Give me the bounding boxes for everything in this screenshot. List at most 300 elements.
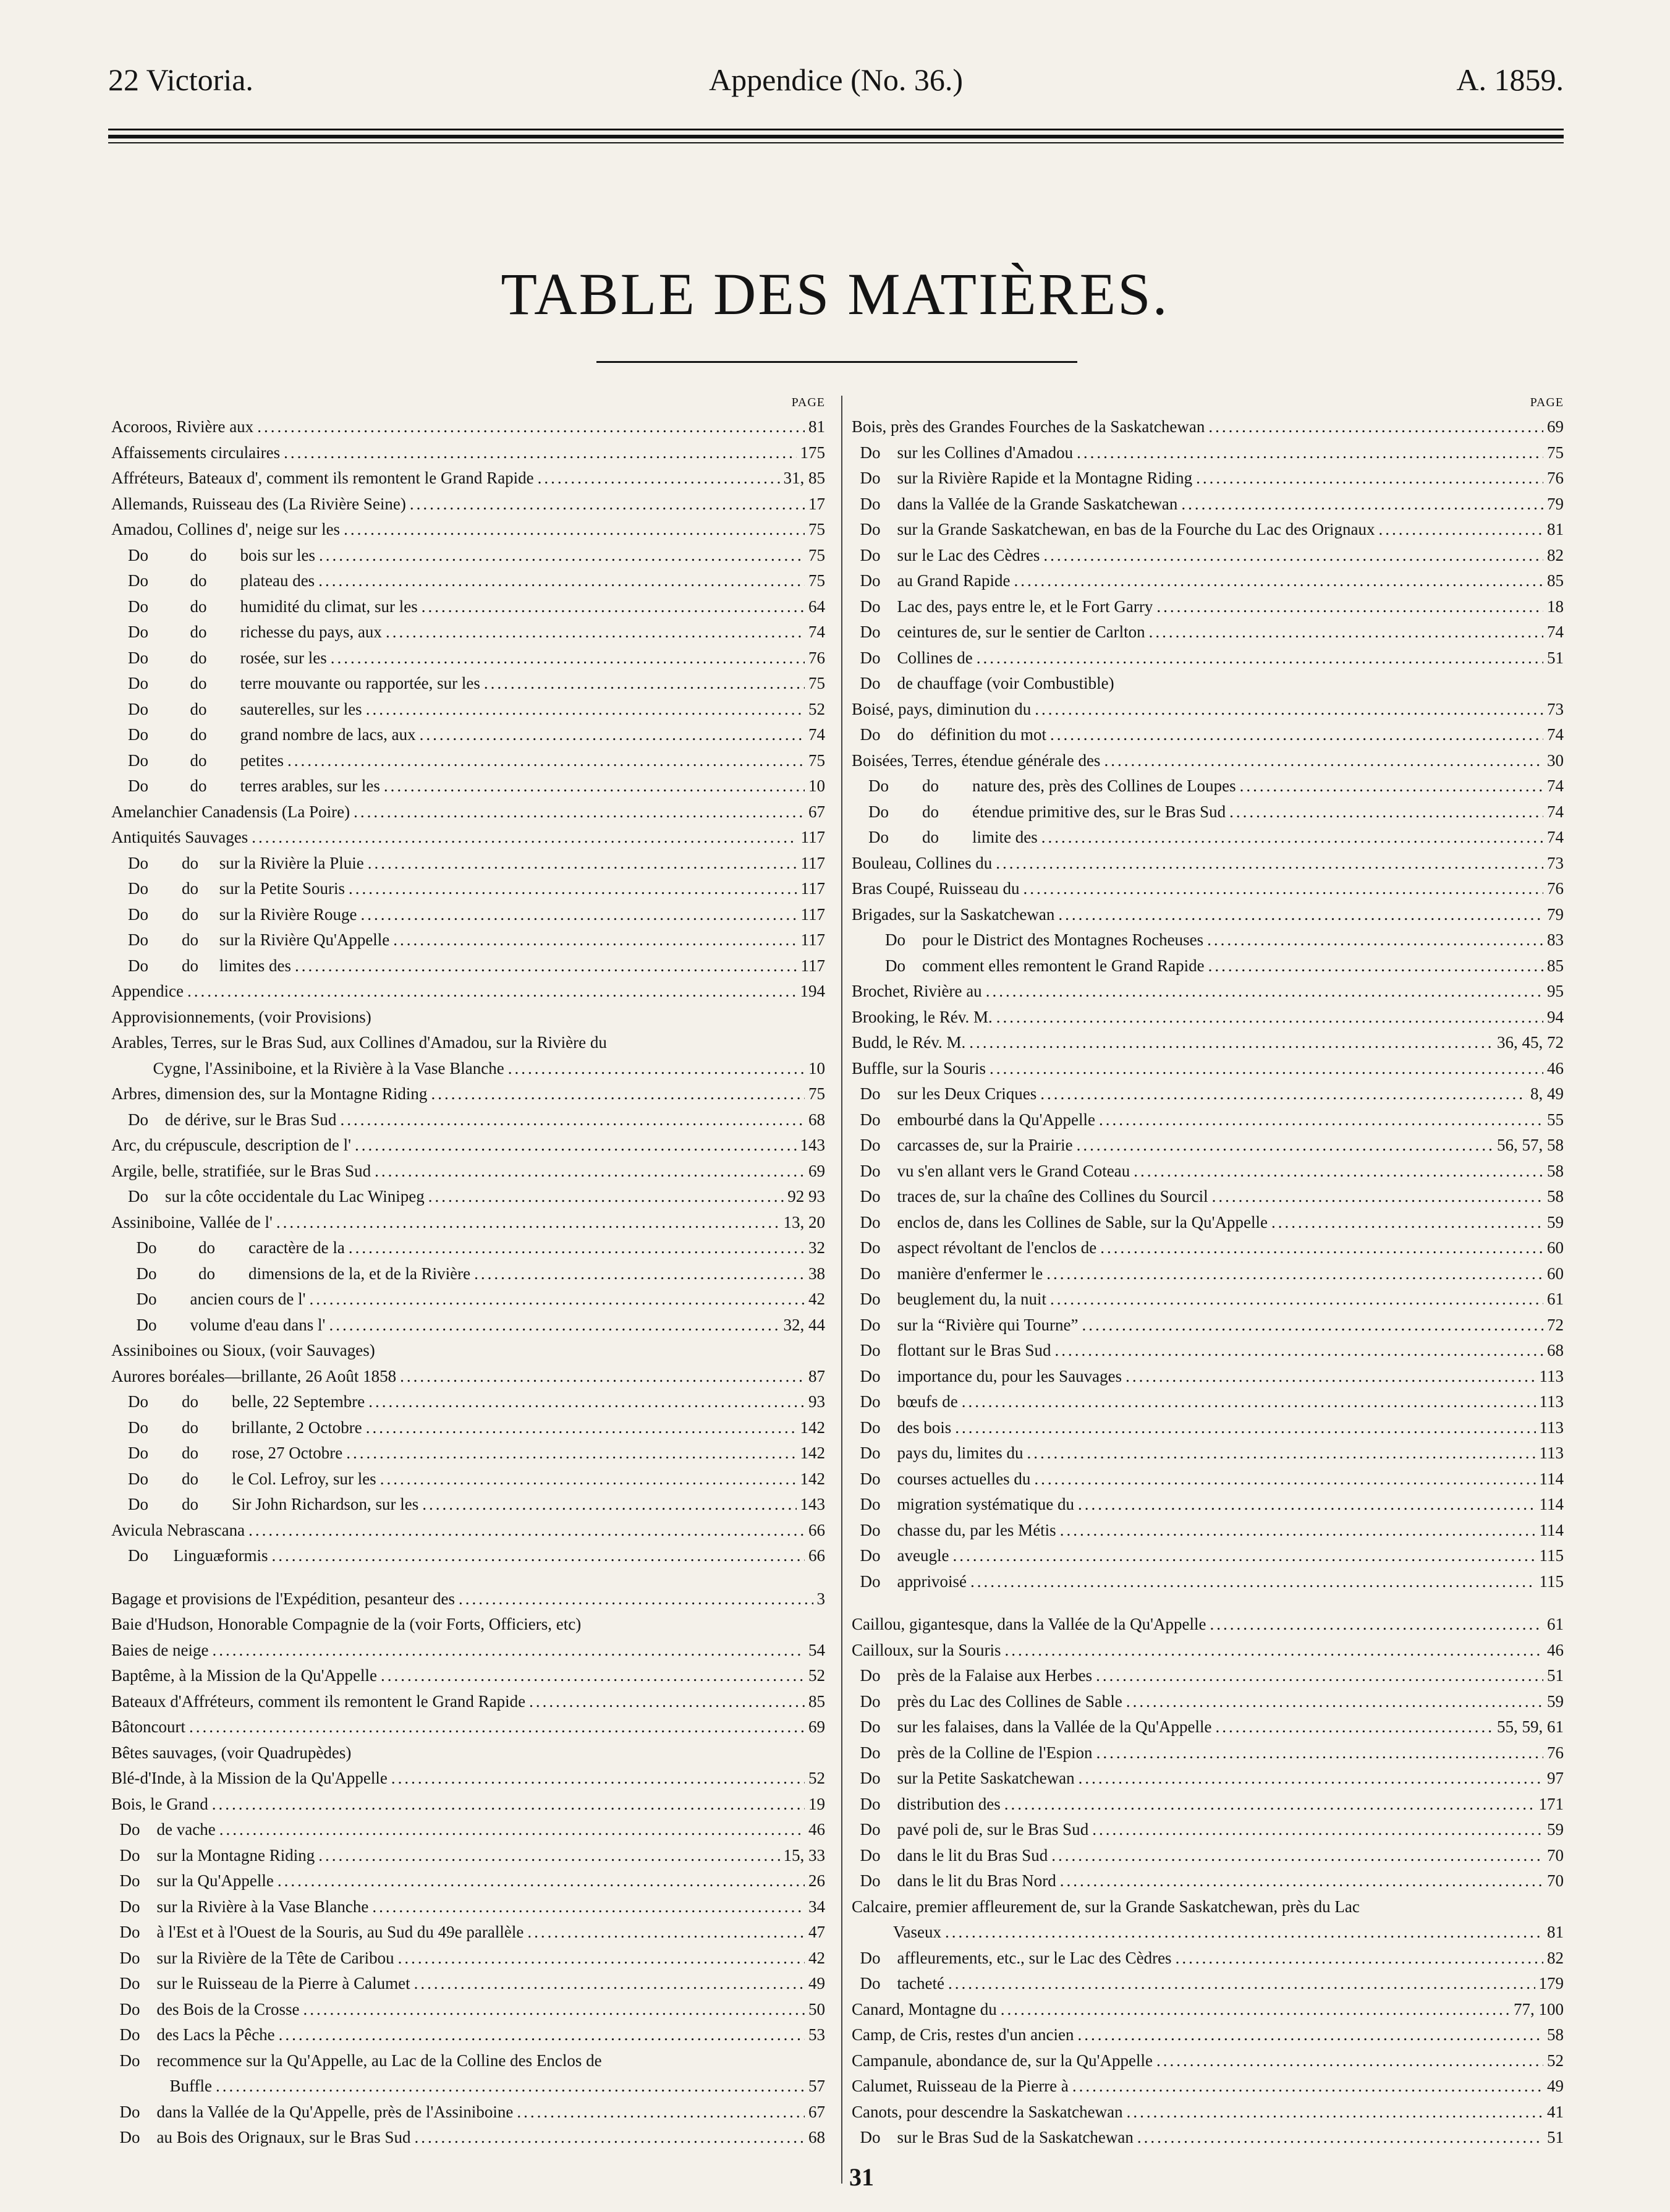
- index-entry: [111, 722, 825, 748]
- index-entry: [111, 1612, 825, 1638]
- dot-leader: [1046, 1261, 1543, 1287]
- entry-text: Do près de la Colline de l'Espion: [852, 1743, 1093, 1762]
- dot-leader: [1072, 2074, 1543, 2099]
- index-entry: [111, 2074, 825, 2099]
- index-entry: [111, 1415, 825, 1441]
- index-entry: [111, 1792, 825, 1818]
- entry-text: Do do sur la Petite Souris: [111, 879, 345, 898]
- entry-text: Do pour le District des Montagnes Rocheuses: [852, 930, 1204, 949]
- entry-text: Do do belle, 22 Septembre: [111, 1392, 365, 1411]
- entry-text: Do importance du, pour les Sauvages: [852, 1366, 1122, 1385]
- entry-page: 58: [1547, 1161, 1564, 1180]
- index-entry: [111, 671, 825, 697]
- entry-page: 81: [808, 417, 825, 436]
- entry-text: Bouleau, Collines du: [852, 853, 993, 872]
- dot-leader: [1001, 1997, 1510, 2023]
- dot-leader: [1134, 1159, 1543, 1185]
- index-entry: [852, 1766, 1564, 1792]
- entry-page: 69: [808, 1717, 825, 1736]
- dot-leader: [1126, 1689, 1543, 1715]
- entry-text: Do de chauffage (voir Combustible): [852, 674, 1114, 692]
- entry-page: 85: [1547, 956, 1564, 975]
- entry-text: Do au Grand Rapide: [852, 571, 1011, 590]
- entry-page: 77, 100: [1514, 1999, 1564, 2018]
- entry-page: 97: [1547, 1769, 1564, 1787]
- entry-page: 58: [1547, 2025, 1564, 2044]
- entry-page: 61: [1547, 1615, 1564, 1633]
- dot-leader: [969, 1030, 1493, 1056]
- dot-leader: [996, 1005, 1543, 1031]
- entry-page: 38: [808, 1264, 825, 1283]
- entry-text: Do pavé poli de, sur le Bras Sud: [852, 1820, 1089, 1839]
- dot-leader: [1078, 1492, 1536, 1518]
- dot-leader: [303, 1997, 805, 2023]
- dot-leader: [279, 2022, 805, 2048]
- dot-leader: [508, 1056, 805, 1082]
- entry-text: Do comment elles remontent le Grand Rapide: [852, 956, 1205, 975]
- entry-text: Approvisionnements, (voir Provisions): [111, 1007, 371, 1026]
- dot-leader: [340, 1107, 805, 1133]
- index-entry: [852, 1030, 1564, 1056]
- entry-text: Do ceintures de, sur le sentier de Carlton: [852, 623, 1145, 641]
- entry-page: 30: [1547, 751, 1564, 770]
- dot-leader: [1092, 1817, 1543, 1843]
- entry-text: Do sur les Collines d'Amadou: [852, 443, 1074, 462]
- dot-leader: [318, 1843, 779, 1869]
- entry-page: 74: [1547, 776, 1564, 795]
- index-entry: [852, 1466, 1564, 1492]
- index-entry: [852, 1210, 1564, 1236]
- dot-leader: [1208, 953, 1543, 979]
- index-entry: [111, 645, 825, 671]
- entry-page: 114: [1539, 1520, 1564, 1539]
- dot-leader: [1058, 902, 1543, 928]
- entry-text: Affréteurs, Bateaux d', comment ils remontent le Grand Rapide: [111, 469, 534, 487]
- entry-text: Do Linguæformis: [111, 1546, 268, 1565]
- dot-leader: [1215, 1714, 1493, 1740]
- index-entry: [111, 1894, 825, 1920]
- entry-page: 117: [800, 956, 825, 975]
- entry-text: Do sur le Lac des Cèdres: [852, 545, 1040, 564]
- entry-page: 114: [1539, 1469, 1564, 1488]
- entry-page: 42: [808, 1948, 825, 1967]
- entry-text: Do à l'Est et à l'Ouest de la Souris, au Sud du 49e parallèle: [111, 1923, 524, 1941]
- entry-page: 59: [1547, 1212, 1564, 1231]
- entry-page: 68: [808, 2128, 825, 2146]
- entry-text: Boisées, Terres, étendue générale des: [852, 751, 1101, 770]
- index-entry: [111, 953, 825, 979]
- index-entry: [111, 1081, 825, 1107]
- index-entry: [852, 1081, 1564, 1107]
- index-entry: [852, 594, 1564, 620]
- dot-leader: [331, 645, 805, 671]
- dot-leader: [319, 543, 805, 569]
- dot-leader: [945, 1920, 1543, 1946]
- entry-text: Do flottant sur le Bras Sud: [852, 1341, 1051, 1359]
- index-entry: [111, 1030, 825, 1056]
- entry-page: 92 93: [787, 1187, 825, 1206]
- dot-leader: [1060, 1518, 1536, 1544]
- dot-leader: [1078, 2022, 1543, 2048]
- index-entry: [852, 1638, 1564, 1664]
- index-entry: [111, 1235, 825, 1261]
- entry-text: Brochet, Rivière au: [852, 982, 982, 1000]
- entry-page: 68: [1547, 1341, 1564, 1359]
- index-entry: [852, 2099, 1564, 2125]
- index-entry: [852, 543, 1564, 569]
- index-entry: [852, 619, 1564, 645]
- entry-page: 46: [1547, 1058, 1564, 1078]
- index-entry: [852, 1663, 1564, 1689]
- index-entry: [111, 1689, 825, 1715]
- entry-text: Do courses actuelles du: [852, 1469, 1031, 1488]
- entry-page: 36, 45, 72: [1497, 1033, 1564, 1052]
- entry-page: 75: [808, 1084, 825, 1103]
- dot-leader: [272, 1543, 805, 1569]
- index-entry: [111, 1766, 825, 1792]
- dot-leader: [187, 979, 797, 1005]
- entry-text: Do sur la Petite Saskatchewan: [852, 1769, 1075, 1787]
- dot-leader: [1005, 1638, 1544, 1664]
- dot-leader: [474, 1261, 805, 1287]
- dot-leader: [349, 876, 797, 902]
- entry-text: Do sur le Bras Sud de la Saskatchewan: [852, 2128, 1134, 2146]
- dot-leader: [276, 1210, 780, 1236]
- dot-leader: [398, 1946, 805, 1972]
- dot-leader: [1014, 568, 1543, 594]
- index-entry: [111, 543, 825, 569]
- entry-text: Do do terre mouvante ou rapportée, sur les: [111, 674, 480, 692]
- entry-text: Appendice: [111, 982, 184, 1000]
- index-column-right: [852, 396, 1564, 2151]
- header-left: 22 Victoria.: [108, 62, 253, 97]
- entry-page: 171: [1538, 1794, 1564, 1813]
- entry-page: 32: [808, 1238, 825, 1257]
- dot-leader: [428, 1184, 784, 1210]
- entry-text: Do dans le lit du Bras Sud: [852, 1845, 1048, 1865]
- entry-page: 115: [1539, 1572, 1564, 1591]
- entry-text: Do do le Col. Lefroy, sur les: [111, 1469, 376, 1488]
- dot-leader: [1096, 1663, 1543, 1689]
- index-entry: [852, 1364, 1564, 1390]
- index-entry: [111, 1518, 825, 1544]
- entry-text: Do affleurements, etc., sur le Lac des Cèdres: [852, 1948, 1172, 1967]
- entry-page: 42: [808, 1290, 825, 1308]
- dot-leader: [962, 1389, 1536, 1415]
- entry-page: 19: [808, 1794, 825, 1813]
- entry-page: 142: [800, 1444, 825, 1462]
- dot-leader: [360, 902, 797, 928]
- entry-page: 55, 59, 61: [1497, 1717, 1564, 1736]
- entry-page: 8, 49: [1530, 1084, 1564, 1103]
- entry-text: Do embourbé dans la Qu'Appelle: [852, 1110, 1096, 1129]
- entry-page: 34: [808, 1897, 825, 1916]
- entry-page: 73: [1547, 853, 1564, 872]
- dot-leader: [414, 1971, 805, 1997]
- entry-text: Do sur les falaises, dans la Vallée de la Qu'Appelle: [852, 1717, 1212, 1736]
- dot-leader: [381, 1663, 805, 1689]
- index-entry: [852, 1971, 1564, 1997]
- entry-page: 117: [800, 904, 825, 924]
- entry-text: Camp, de Cris, restes d'un ancien: [852, 2025, 1074, 2044]
- entry-page: 76: [1547, 1743, 1564, 1762]
- index-entry: [852, 2125, 1564, 2151]
- entry-text: Calumet, Ruisseau de la Pierre à: [852, 2077, 1069, 2095]
- dot-leader: [1229, 799, 1543, 825]
- dot-leader: [1207, 927, 1543, 953]
- entry-text: Do do limite des: [852, 828, 1038, 846]
- entry-page: 75: [808, 520, 825, 538]
- entry-page: 95: [1547, 982, 1564, 1000]
- entry-text: Antiquités Sauvages: [111, 828, 248, 846]
- entry-text: Baie d'Hudson, Honorable Compagnie de la (voir Forts, Officiers, etc): [111, 1615, 582, 1633]
- index-entry: [111, 825, 825, 851]
- dot-leader: [517, 2099, 805, 2125]
- index-entry: [111, 1946, 825, 1972]
- index-column-left: [111, 396, 825, 2151]
- index-entry: [111, 2022, 825, 2048]
- entry-page: 32, 44: [783, 1315, 825, 1334]
- entry-text: Do do nature des, près des Collines de Loupes: [852, 776, 1236, 795]
- entry-text: Do au Bois des Orignaux, sur le Bras Sud: [111, 2128, 411, 2146]
- entry-page: 57: [808, 2077, 825, 2095]
- index-entry: [111, 979, 825, 1005]
- dot-leader: [1149, 619, 1543, 645]
- entry-page: 18: [1547, 597, 1564, 616]
- entry-text: Bêtes sauvages, (voir Quadrupèdes): [111, 1743, 352, 1762]
- entry-page: 82: [1547, 545, 1564, 564]
- dot-leader: [1043, 543, 1543, 569]
- index-entry: [852, 1689, 1564, 1715]
- entry-page: 113: [1539, 1418, 1564, 1437]
- entry-page: 79: [1547, 904, 1564, 924]
- entry-page: 15, 33: [783, 1845, 825, 1865]
- index-entry: [852, 1005, 1564, 1031]
- dot-leader: [484, 671, 805, 697]
- dot-leader: [1035, 697, 1543, 723]
- dot-leader: [329, 1312, 779, 1338]
- entry-text: Buffle: [111, 2077, 212, 2095]
- entry-page: 79: [1547, 494, 1564, 513]
- index-entry: [852, 491, 1564, 517]
- index-entry: [852, 953, 1564, 979]
- entry-page: 69: [1547, 417, 1564, 436]
- index-entry: [111, 1586, 825, 1612]
- dot-leader: [391, 1766, 805, 1792]
- dot-leader: [952, 1543, 1535, 1569]
- entry-page: 17: [808, 494, 825, 513]
- entry-text: Amelanchier Canadensis (La Poire): [111, 802, 350, 821]
- dot-leader: [354, 799, 805, 825]
- index-entry: [852, 799, 1564, 825]
- index-entry: [111, 1159, 825, 1185]
- dot-leader: [1040, 1081, 1527, 1107]
- dot-leader: [248, 1518, 805, 1544]
- index-entry: [111, 1338, 825, 1364]
- entry-page: 51: [1547, 2128, 1564, 2146]
- entry-text: Do volume d'eau dans l': [111, 1315, 326, 1334]
- dot-leader: [955, 1415, 1535, 1441]
- index-entry: [111, 440, 825, 466]
- entry-text: Do aveugle: [852, 1546, 949, 1565]
- index-entry: [111, 1663, 825, 1689]
- dot-leader: [410, 491, 805, 517]
- entry-text: Budd, le Rév. M.: [852, 1033, 966, 1052]
- entry-page: 142: [800, 1418, 825, 1437]
- dot-leader: [366, 1415, 797, 1441]
- entry-page: 75: [808, 571, 825, 590]
- entry-text: Brooking, le Rév. M.: [852, 1007, 993, 1026]
- index-entry: [111, 1440, 825, 1466]
- index-entry: [111, 1210, 825, 1236]
- dot-leader: [1212, 1184, 1543, 1210]
- dot-leader: [257, 414, 805, 440]
- entry-text: Bras Coupé, Ruisseau du: [852, 879, 1020, 898]
- dot-leader: [1023, 876, 1543, 902]
- entry-page: 49: [1547, 2077, 1564, 2095]
- dot-leader: [278, 1868, 805, 1894]
- index-entry: [111, 748, 825, 774]
- entry-page: 66: [808, 1546, 825, 1565]
- entry-text: Do chasse du, par les Métis: [852, 1520, 1056, 1539]
- entry-text: Do do étendue primitive des, sur le Bras Sud: [852, 802, 1226, 821]
- entry-page: 113: [1539, 1444, 1564, 1462]
- dot-leader: [386, 619, 805, 645]
- entry-text: Do sur la Montagne Riding: [111, 1845, 315, 1865]
- entry-text: Do des Bois de la Crosse: [111, 1999, 300, 2018]
- dot-leader: [1127, 2099, 1543, 2125]
- entry-page: 117: [800, 879, 825, 898]
- entry-page: 113: [1539, 1392, 1564, 1411]
- dot-leader: [538, 466, 780, 491]
- entry-text: Avicula Nebrascana: [111, 1520, 245, 1539]
- index-entry: [852, 1184, 1564, 1210]
- entry-page: 52: [1547, 2051, 1564, 2070]
- entry-page: 74: [1547, 802, 1564, 821]
- index-entry: [111, 1971, 825, 1997]
- dot-leader: [1060, 1868, 1543, 1894]
- index-entry: [111, 2099, 825, 2125]
- entry-page: 75: [808, 674, 825, 692]
- entry-page: 46: [808, 1820, 825, 1839]
- entry-text: Brigades, sur la Saskatchewan: [852, 904, 1055, 924]
- entry-text: Allemands, Ruisseau des (La Rivière Seine): [111, 494, 406, 513]
- index-entry: [111, 517, 825, 543]
- entry-page: 58: [1547, 1187, 1564, 1206]
- header-center: Appendice (No. 36.): [709, 62, 963, 97]
- entry-text: Do do dimensions de la, et de la Rivière: [111, 1264, 471, 1283]
- entry-text: Do do caractère de la: [111, 1238, 345, 1257]
- entry-page: 179: [1538, 1974, 1564, 1993]
- dot-leader: [1079, 1766, 1543, 1792]
- entry-page: 59: [1547, 1691, 1564, 1711]
- entry-text: Do traces de, sur la chaîne des Collines du Sourcil: [852, 1187, 1208, 1206]
- entry-page: 54: [808, 1640, 825, 1659]
- dot-leader: [346, 1440, 796, 1466]
- entry-text: Do do sur la Rivière Rouge: [111, 904, 357, 924]
- index-entry: [111, 568, 825, 594]
- entry-page: 143: [800, 1495, 825, 1513]
- entry-text: Do pays du, limites du: [852, 1444, 1024, 1462]
- entry-page: 74: [808, 725, 825, 744]
- entry-text: Do do terres arables, sur les: [111, 776, 380, 795]
- entry-page: 68: [808, 1110, 825, 1129]
- entry-text: Canots, pour descendre la Saskatchewan: [852, 2102, 1123, 2121]
- entry-text: Do sur les Deux Criques: [852, 1084, 1037, 1103]
- dot-leader: [1208, 414, 1543, 440]
- index-entry: [852, 1107, 1564, 1133]
- index-entry: [852, 1133, 1564, 1159]
- index-entry: [852, 1338, 1564, 1364]
- entry-page: 13, 20: [783, 1212, 825, 1231]
- entry-page: 55: [1547, 1110, 1564, 1129]
- index-entry: [111, 1364, 825, 1390]
- dot-leader: [1004, 1792, 1535, 1818]
- index-entry: [852, 927, 1564, 953]
- index-entry: [111, 1817, 825, 1843]
- index-entry: [852, 1543, 1564, 1569]
- index-entry: [111, 1492, 825, 1518]
- entry-page: 61: [1547, 1290, 1564, 1308]
- entry-text: Do do Sir John Richardson, sur les: [111, 1495, 419, 1513]
- entry-text: Blé-d'Inde, à la Mission de la Qu'Appelle: [111, 1769, 388, 1787]
- entry-text: Do beuglement du, la nuit: [852, 1290, 1046, 1308]
- entry-text: Do do définition du mot: [852, 725, 1046, 744]
- entry-page: 53: [808, 2025, 825, 2044]
- entry-text: Assiniboines ou Sioux, (voir Sauvages): [111, 1341, 375, 1359]
- entry-page: 69: [808, 1161, 825, 1180]
- dot-leader: [977, 645, 1543, 671]
- dot-leader: [384, 773, 805, 799]
- dot-leader: [1054, 1338, 1543, 1364]
- entry-page: 194: [800, 982, 825, 1000]
- entry-page: 51: [1547, 648, 1564, 667]
- entry-text: Assiniboine, Vallée de l': [111, 1212, 273, 1231]
- entry-text: Do sur la “Rivière qui Tourne”: [852, 1315, 1079, 1334]
- entry-text: Affaissements circulaires: [111, 443, 281, 462]
- entry-text: Do do humidité du climat, sur les: [111, 597, 418, 616]
- index-entry: [852, 671, 1564, 697]
- index-entry: [852, 1261, 1564, 1287]
- dot-leader: [375, 1159, 805, 1185]
- index-entry: [111, 1287, 825, 1312]
- dot-leader: [393, 927, 797, 953]
- entry-text: Do près de la Falaise aux Herbes: [852, 1666, 1093, 1685]
- entry-text: Do près du Lac des Collines de Sable: [852, 1691, 1122, 1711]
- entry-page: 114: [1539, 1495, 1564, 1513]
- entry-text: Do do petites: [111, 751, 284, 770]
- entry-text: Do de dérive, sur le Bras Sud: [111, 1110, 337, 1129]
- entry-page: 117: [800, 828, 825, 846]
- index-list-right: [852, 414, 1564, 2151]
- index-entry: [852, 773, 1564, 799]
- index-entry: [852, 1569, 1564, 1595]
- index-entry: [111, 902, 825, 928]
- entry-text: Do distribution des: [852, 1794, 1001, 1813]
- index-entry: [111, 697, 825, 723]
- dot-leader: [529, 1689, 805, 1715]
- entry-text: Do sur la Rivière Rapide et la Montagne Riding: [852, 469, 1193, 487]
- index-entry: [111, 1133, 825, 1159]
- entry-page: 85: [1547, 571, 1564, 590]
- dot-leader: [431, 1081, 805, 1107]
- index-entry: [111, 1389, 825, 1415]
- entry-text: Do carcasses de, sur la Prairie: [852, 1136, 1073, 1154]
- index-entry: [852, 1415, 1564, 1441]
- entry-page: 94: [1547, 1007, 1564, 1026]
- entry-page: 76: [808, 648, 825, 667]
- entry-text: Do do richesse du pays, aux: [111, 623, 382, 641]
